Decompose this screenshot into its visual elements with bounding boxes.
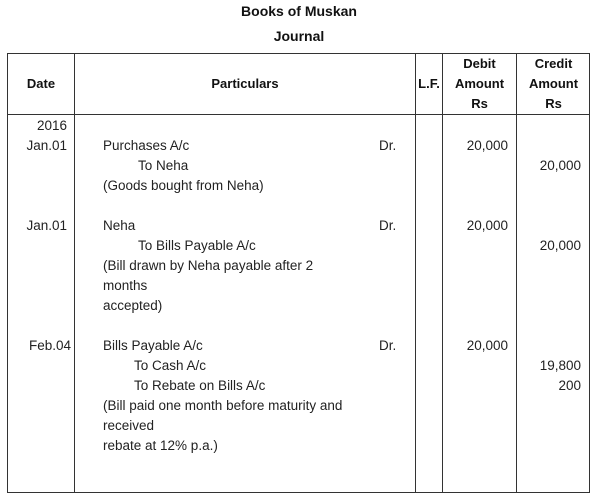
- entry-2-debit-account: Neha: [103, 218, 136, 233]
- entry-1-narration: (Goods bought from Neha): [103, 178, 264, 193]
- entry-3-date: Feb.04: [28, 338, 71, 353]
- entry-3-narration-line-1: (Bill paid one month before maturity and: [103, 398, 343, 413]
- entry-1-date: Jan.01: [26, 138, 67, 153]
- entry-2-narration-line-3: accepted): [103, 298, 163, 313]
- entry-1-credit-account-1: To Neha: [138, 158, 189, 173]
- divider-date: [74, 54, 75, 492]
- divider-debit: [516, 54, 517, 492]
- header-debit-amount: Debit Amount Rs: [454, 56, 505, 111]
- entry-2-credit-account-1: To Bills Payable A/c: [138, 238, 256, 253]
- entry-3-debit-account: Bills Payable A/c: [103, 338, 203, 353]
- entry-2-narration-line-1: (Bill drawn by Neha payable after 2: [103, 258, 314, 273]
- entry-3-debit-amount: 20,000: [466, 338, 508, 353]
- entry-3-credit-account-2: To Rebate on Bills A/c: [134, 378, 266, 393]
- entry-1-debit-account: Purchases A/c: [103, 138, 190, 153]
- entry-3-narration-line-3: rebate at 12% p.a.): [103, 438, 218, 453]
- book-title: Books of Muskan: [241, 3, 357, 19]
- header-credit-amount: Credit Amount Rs: [528, 56, 579, 111]
- entry-3-dr-label: Dr.: [379, 338, 397, 353]
- entry-2-debit-amount: 20,000: [466, 218, 508, 233]
- journal-table: [7, 53, 590, 493]
- divider-lf: [442, 54, 443, 492]
- entry-1-credit-amount-1: 20,000: [539, 158, 581, 173]
- divider-particulars: [415, 54, 416, 492]
- header-divider: [8, 114, 589, 115]
- entry-2-date: Jan.01: [26, 218, 67, 233]
- entry-3-credit-amount-1: 19,800: [539, 358, 581, 373]
- entry-2-narration-line-2: months: [103, 278, 148, 293]
- year-label: 2016: [36, 118, 67, 133]
- journal-title: Journal: [273, 28, 325, 44]
- header-date: Date: [26, 76, 56, 91]
- entry-1-dr-label: Dr.: [379, 138, 397, 153]
- header-particulars: Particulars: [211, 76, 279, 91]
- entry-3-credit-account-1: To Cash A/c: [134, 358, 207, 373]
- entry-2-credit-amount-1: 20,000: [539, 238, 581, 253]
- entry-1-debit-amount: 20,000: [466, 138, 508, 153]
- entry-3-credit-amount-2: 200: [558, 378, 581, 393]
- entry-3-narration-line-2: received: [103, 418, 155, 433]
- header-lf: L.F.: [418, 76, 440, 91]
- entry-2-dr-label: Dr.: [379, 218, 397, 233]
